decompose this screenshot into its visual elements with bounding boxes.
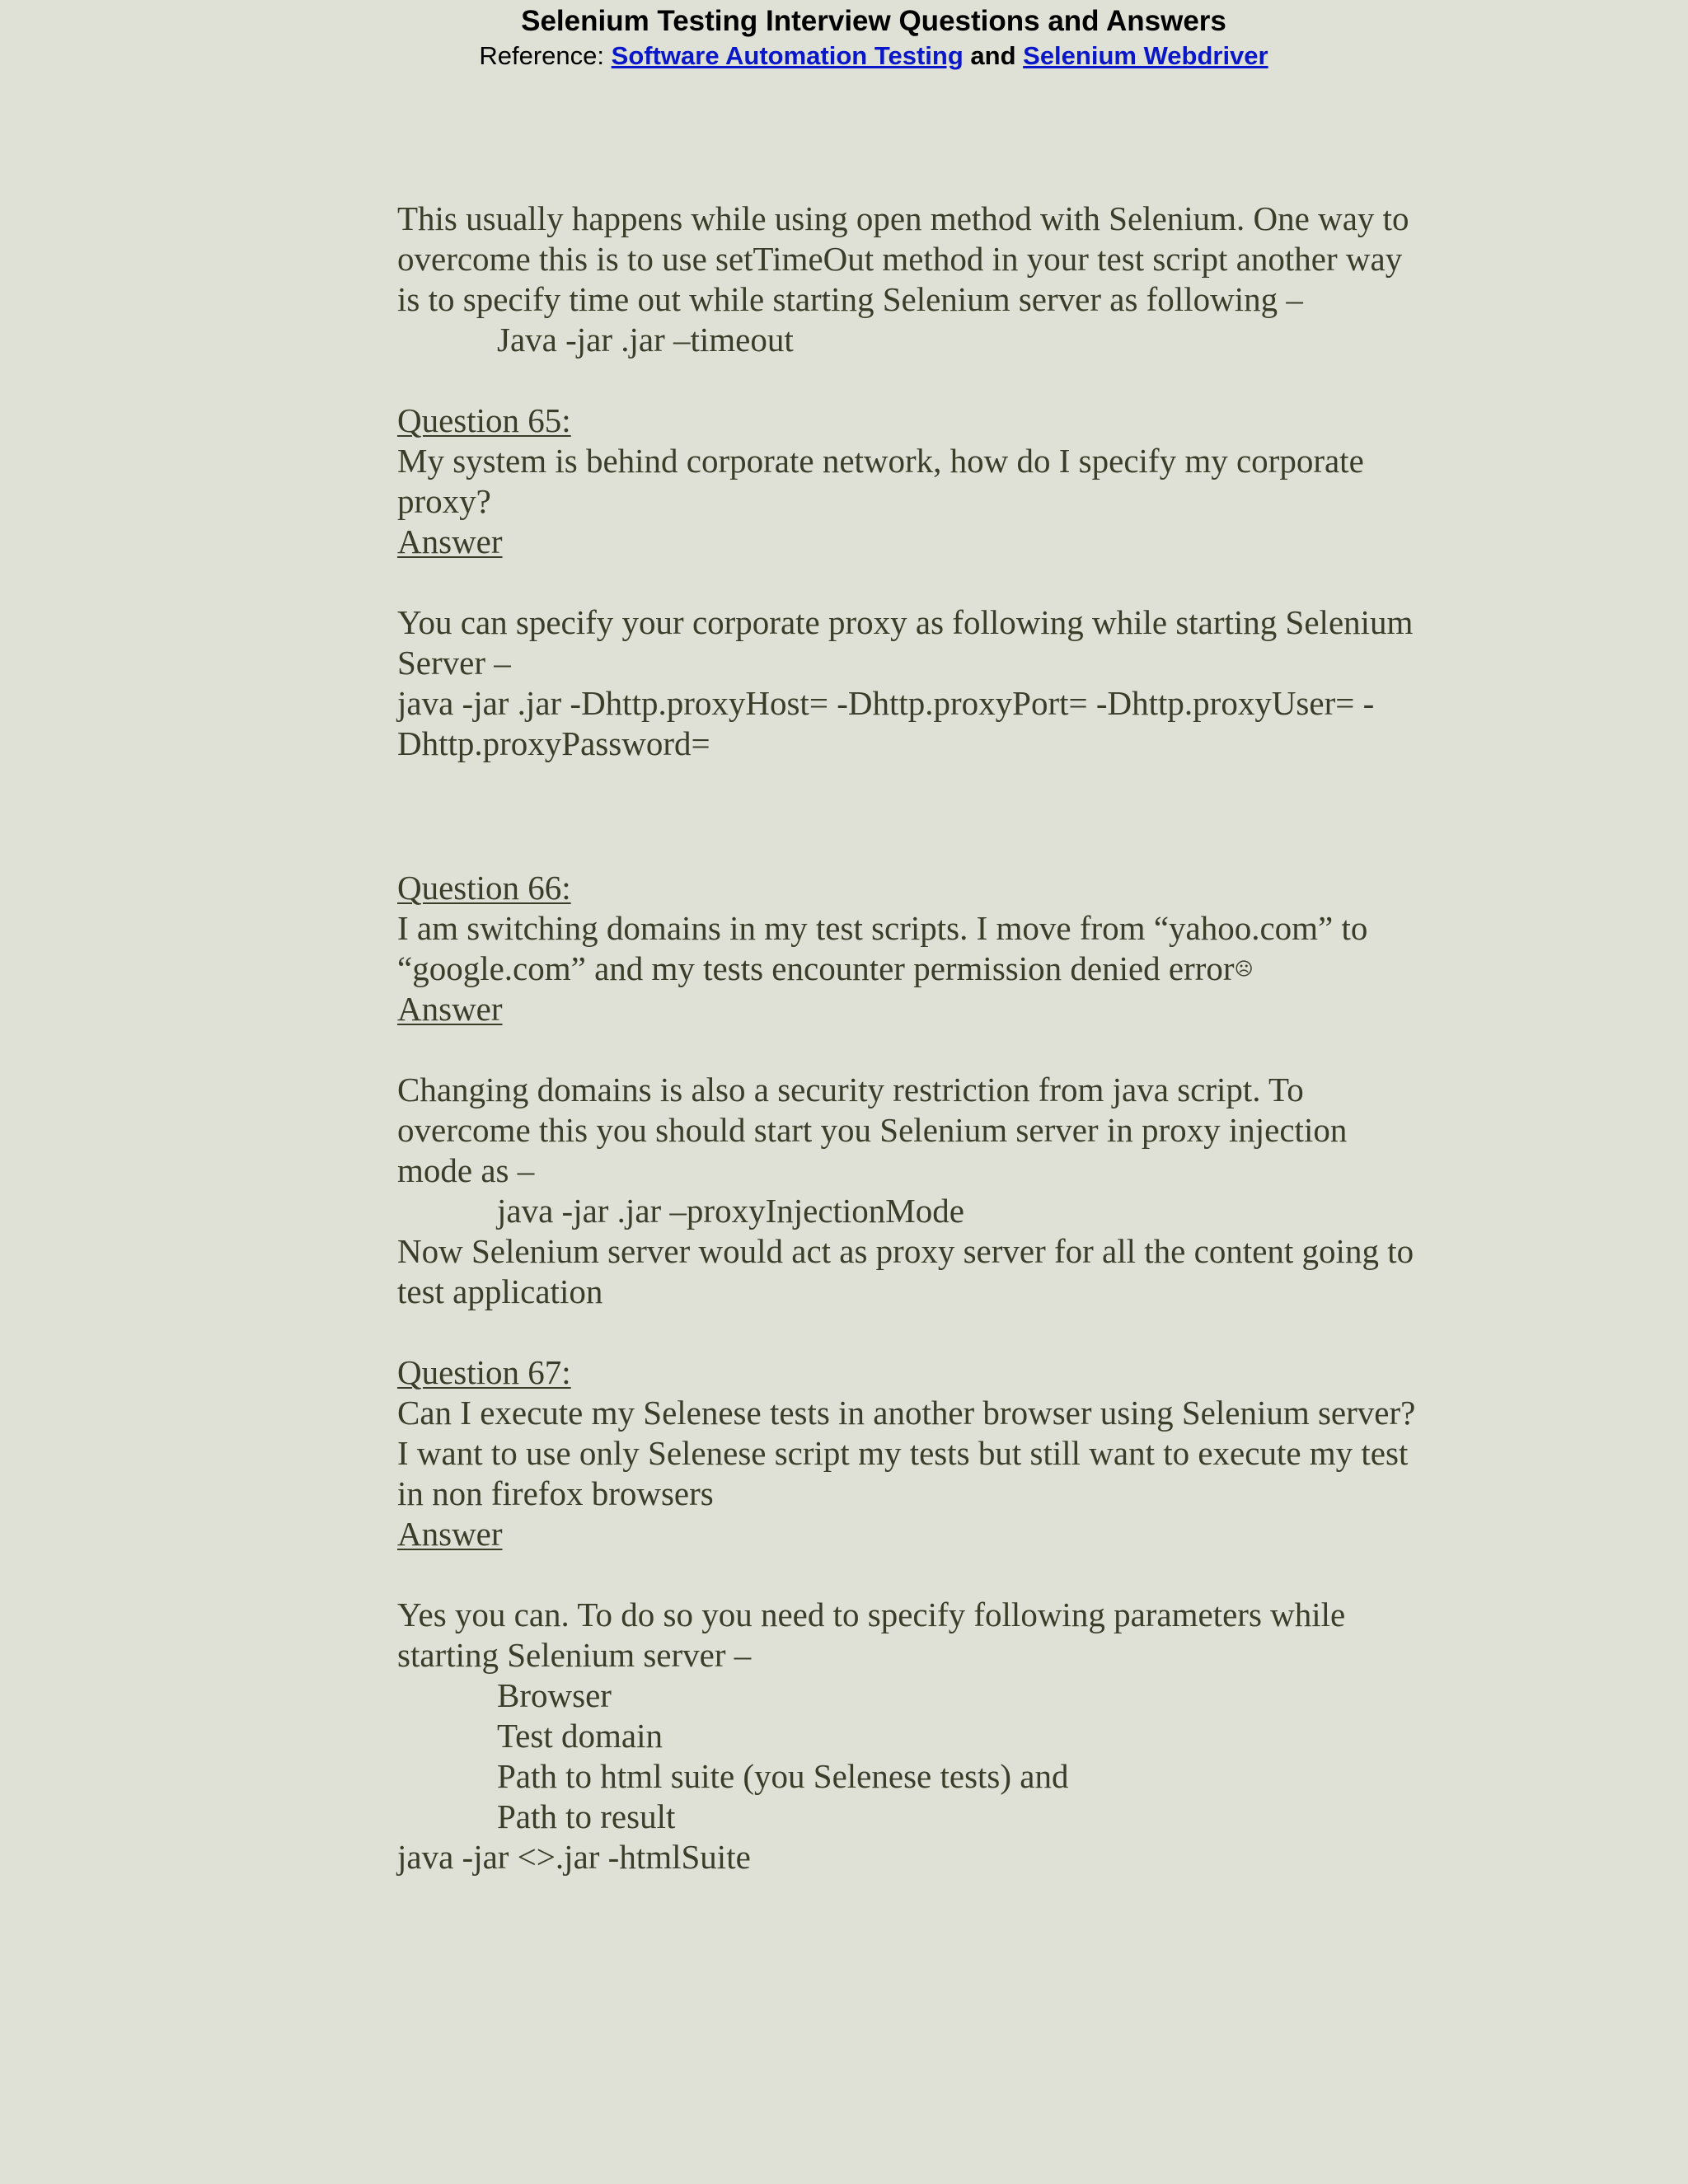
document-title: Selenium Testing Interview Questions and Answers: [521, 5, 1226, 37]
question-line: I want to use only Selenese script my tests but still want to execute my test: [397, 1434, 1409, 1472]
answer-line: starting Selenium server –: [397, 1636, 752, 1674]
question-line: proxy?: [397, 482, 491, 520]
parameter-item: Test domain: [497, 1717, 663, 1755]
question-line: My system is behind corporate network, how do I specify my corporate: [397, 442, 1364, 480]
question-line: in non firefox browsers: [397, 1474, 714, 1512]
parameter-item: Browser: [497, 1676, 612, 1714]
software-automation-testing-link[interactable]: Software Automation Testing: [611, 41, 964, 70]
question-65-block: [397, 401, 1493, 764]
answer-line: mode as –: [397, 1151, 535, 1189]
reference-label: Reference:: [479, 41, 612, 70]
question-66-block: [397, 868, 1493, 1312]
document-body: [397, 199, 1493, 1877]
answer-line: Server –: [397, 644, 511, 682]
parameter-item: Path to html suite (you Selenese tests) and: [497, 1757, 1069, 1795]
answer-line: Now Selenium server would act as proxy server for all the content going to: [397, 1232, 1414, 1270]
answer-line: test application: [397, 1272, 603, 1310]
answer-line: Changing domains is also a security restriction from java script. To: [397, 1071, 1304, 1108]
answer-line: overcome this you should start you Selenium server in proxy injection: [397, 1111, 1348, 1149]
answer-line: Dhttp.proxyPassword=: [397, 724, 710, 762]
answer-label: Answer: [397, 990, 503, 1028]
intro-answer: [397, 199, 1493, 360]
frown-emoticon-icon: ☹: [1234, 959, 1254, 980]
answer-label: Answer: [397, 1515, 503, 1553]
parameter-item: Path to result: [497, 1797, 676, 1835]
answer-line: Yes you can. To do so you need to specify following parameters while: [397, 1596, 1346, 1633]
answer-line: You can specify your corporate proxy as following while starting Selenium: [397, 603, 1414, 641]
question-line: “google.com” and my tests encounter permission denied error☹: [397, 949, 1254, 987]
question-line: I am switching domains in my test scripts. I move from “yahoo.com” to: [397, 909, 1368, 947]
command-line: java -jar .jar –proxyInjectionMode: [497, 1192, 964, 1230]
selenium-webdriver-link[interactable]: Selenium Webdriver: [1023, 41, 1268, 70]
reference-line: [0, 40, 1688, 73]
paragraph-line: overcome this is to use setTimeOut method in your test script another way: [397, 240, 1403, 278]
question-67-block: [397, 1352, 1493, 1877]
paragraph-line: is to specify time out while starting Selenium server as following –: [397, 280, 1303, 318]
command-line: java -jar <>.jar -htmlSuite: [397, 1838, 751, 1876]
paragraph-line: This usually happens while using open method with Selenium. One way to: [397, 199, 1409, 237]
answer-line: java -jar .jar -Dhttp.proxyHost= -Dhttp.proxyPort= -Dhttp.proxyUser= -: [397, 684, 1375, 722]
command-line: Java -jar .jar –timeout: [497, 321, 794, 359]
question-heading: Question 65:: [397, 401, 571, 439]
question-heading: Question 66:: [397, 869, 571, 907]
question-heading: Question 67:: [397, 1353, 571, 1391]
reference-and: and: [970, 41, 1016, 70]
question-line: Can I execute my Selenese tests in another browser using Selenium server?: [397, 1394, 1416, 1432]
answer-label: Answer: [397, 523, 503, 560]
